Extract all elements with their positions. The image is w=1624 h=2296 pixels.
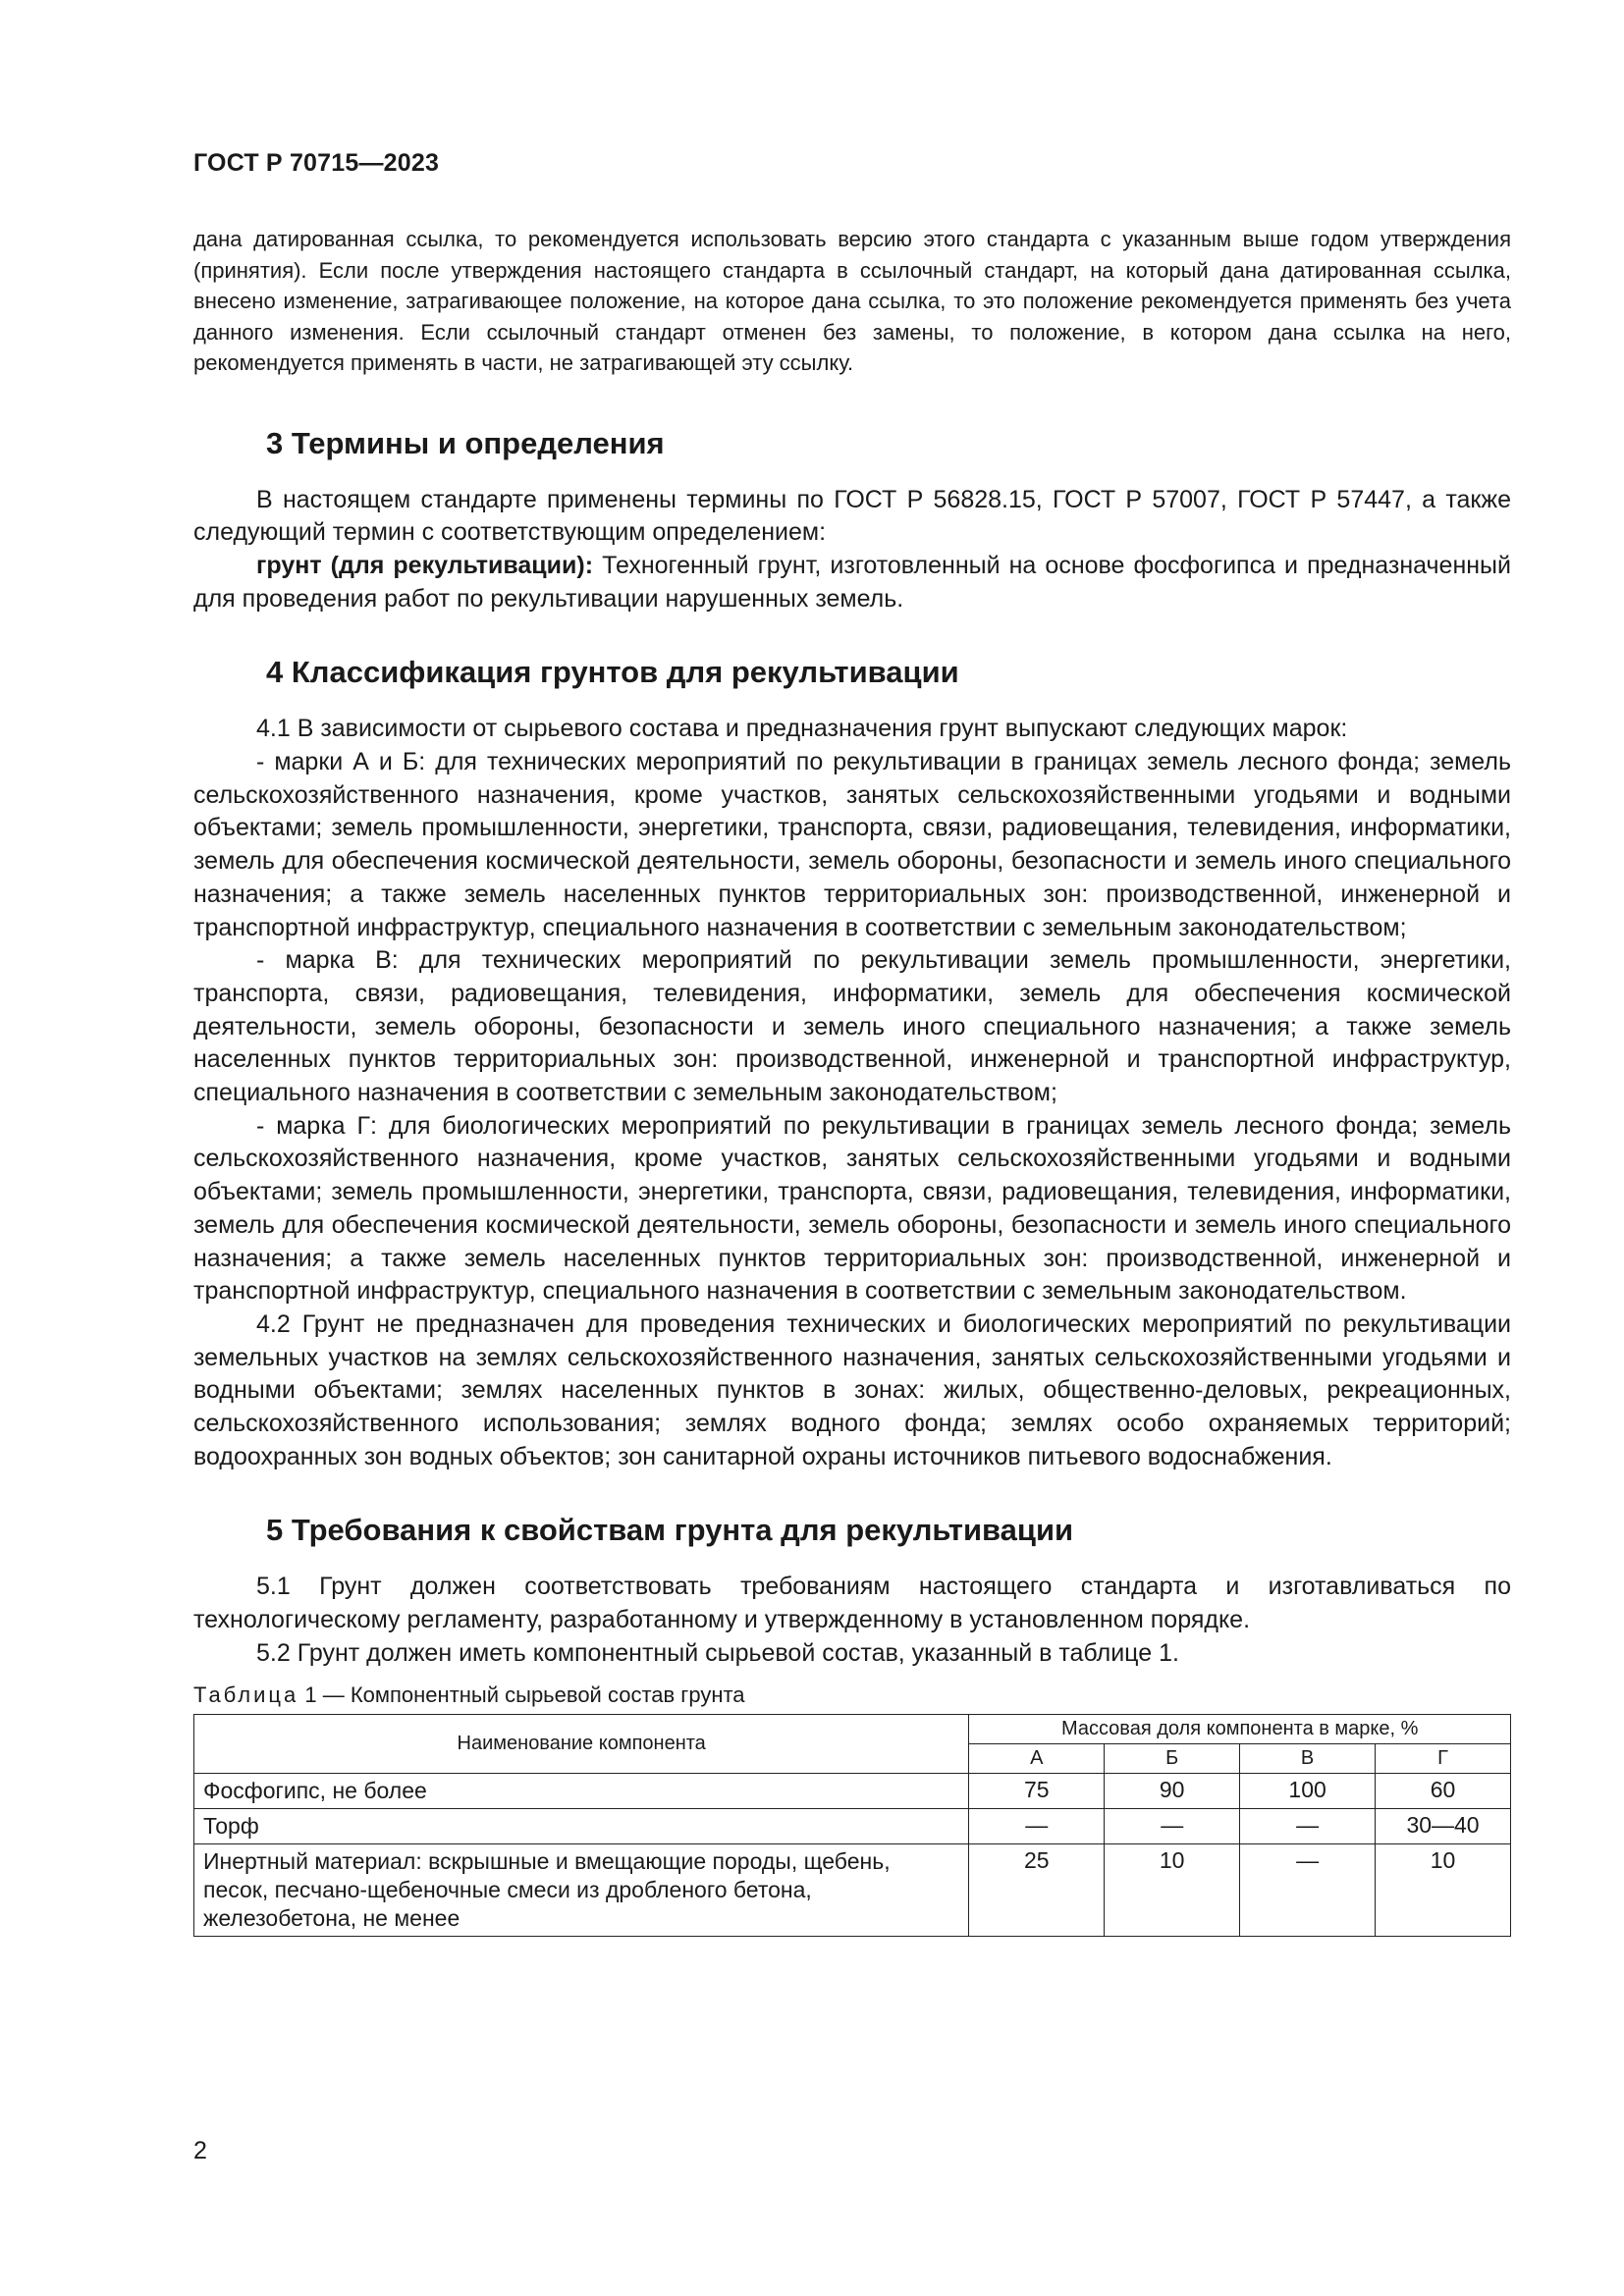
table-row [194,1843,1511,1936]
component-value: — [969,1808,1105,1843]
component-value: 60 [1376,1773,1511,1808]
section-5-paragraph-1: 5.1 Грунт должен соответствовать требованиям настоящего стандарта и изготавливаться по технологическому регламенту, разработанному и утвержденному в установленном порядке. [193,1573,1511,1634]
section-3-body [193,484,1511,616]
table-header-row [194,1714,1511,1743]
grade-header: А [969,1743,1105,1773]
term-text: Техногенный грунт, изготовленный на основе фосфогипса и предназначенный для проведения работ по рекультивации нарушенных земель. [193,551,1511,613]
component-value: 100 [1240,1773,1376,1808]
component-value: 25 [969,1843,1105,1936]
column-header-name: Наименование компонента [194,1714,969,1773]
grade-header: Б [1105,1743,1240,1773]
column-header-group: Массовая доля компонента в марке, % [969,1714,1511,1743]
section-4-paragraph-3: - марка В: для технических мероприятий по рекультивации земель промышленности, энергетики, транспорта, связи, радиовещания, телевидения, информатики, земель для обеспечения космической деятельности, земель обороны, безопасности и земель иного специального назначения; а также земель населенных пунктов территориальных зон: производственной, инженерной и транспортной инфраструктур, специального назначения в соответствии с земельным законодательством; [193,946,1511,1107]
section-5-title: 5 Требования к свойствам грунта для рекультивации [266,1513,1074,1548]
section-3-title: 3 Термины и определения [266,425,665,460]
section-4-paragraph-5: 4.2 Грунт не предназначен для проведения технических и биологических мероприятий по рекультивации земельных участков на землях сельскохозяйственного назначения, занятых сельскохозяйственными угодьями и водными объектами; землях населенных пунктов в зонах: жилых, общественно-деловых, рекреационных, сельскохозяйственного использования; землях водного фонда; землях особо охраняемых территорий; водоохранных зон водных объектов; зон санитарной охраны источников питьевого водоснабжения. [193,1309,1511,1470]
component-value: — [1105,1808,1240,1843]
table-caption-text: 1 — Компонентный сырьевой состав грунта [298,1682,745,1707]
section-4-paragraph-1: 4.1 В зависимости от сырьевого состава и предназначения грунт выпускают следующих марок: [256,715,1348,743]
component-value: 75 [969,1773,1105,1808]
table-caption-word: Таблица [193,1682,299,1707]
component-value: 30—40 [1376,1808,1511,1843]
page-content [193,224,1511,1937]
component-value: — [1240,1843,1376,1936]
section-4-title: 4 Классификация грунтов для рекультивации [266,655,959,690]
term-name: грунт (для рекультивации): [256,551,594,579]
component-name: Торф [194,1808,969,1843]
component-value: — [1240,1808,1376,1843]
section-4-paragraph-4: - марка Г: для биологических мероприятий по рекультивации в границах земель лесного фонда; земель сельскохозяйственного назначения, кроме участков, занятых сельскохозяйственными угодьями и водными объектами; земель промышленности, энергетики, транспорта, связи, радиовещания, телевидения, информатики, земель для обеспечения космической деятельности, земель обороны, безопасности и земель иного специального назначения; а также земель населенных пунктов территориальных зон: производственной, инженерной и транспортной инфраструктур, специального назначения в соответствии с земельным законодательством. [193,1111,1511,1306]
component-table [193,1714,1511,1937]
component-name: Фосфогипс, не более [194,1773,969,1808]
component-value: 90 [1105,1773,1240,1808]
term-definition [193,550,1511,615]
component-name: Инертный материал: вскрышные и вмещающие породы, щебень, песок, песчано-щебеночные смеси из дробленого бетона, железобетона, не менее [194,1843,969,1936]
intro-paragraph: дана датированная ссылка, то рекомендуется использовать версию этого стандарта с указанным выше годом утверждения (принятия). Если после утверждения настоящего стандарта в ссылочный стандарт, на который дана датированная ссылка, внесено изменение, затрагивающее положение, на которое дана ссылка, то это положение рекомендуется применять без учета данного изменения. Если ссылочный стандарт отменен без замены, то положение, в котором дана ссылка на него, рекомендуется применять в части, не затрагивающей эту ссылку. [193,227,1511,375]
component-value: 10 [1376,1843,1511,1936]
table-row [194,1808,1511,1843]
section-5-body [193,1571,1511,1670]
section-3-paragraph-1: В настоящем стандарте применены термины по ГОСТ Р 56828.15, ГОСТ Р 57007, ГОСТ Р 57447, а также следующий термин с соответствующим определением: [193,485,1511,547]
table-caption [193,1681,1511,1710]
document-code: ГОСТ Р 70715—2023 [193,149,440,177]
component-value: 10 [1105,1843,1240,1936]
grade-header: Г [1376,1743,1511,1773]
section-4-paragraph-2: - марки А и Б: для технических мероприятий по рекультивации в границах земель лесного фонда; земель сельскохозяйственного назначения, кроме участков, занятых сельскохозяйственными угодьями и водными объектами; земель промышленности, энергетики, транспорта, связи, радиовещания, телевидения, информатики, земель для обеспечения космической деятельности, земель обороны, безопасности и земель иного специального назначения; а также земель населенных пунктов территориальных зон: производственной, инженерной и транспортной инфраструктур, специального назначения в соответствии с земельным законодательством; [193,748,1511,941]
section-5-paragraph-2: 5.2 Грунт должен иметь компонентный сырьевой состав, указанный в таблице 1. [256,1638,1179,1667]
section-4-body [193,713,1511,1473]
page-number: 2 [193,2137,207,2164]
table-row [194,1773,1511,1808]
grade-header: В [1240,1743,1376,1773]
